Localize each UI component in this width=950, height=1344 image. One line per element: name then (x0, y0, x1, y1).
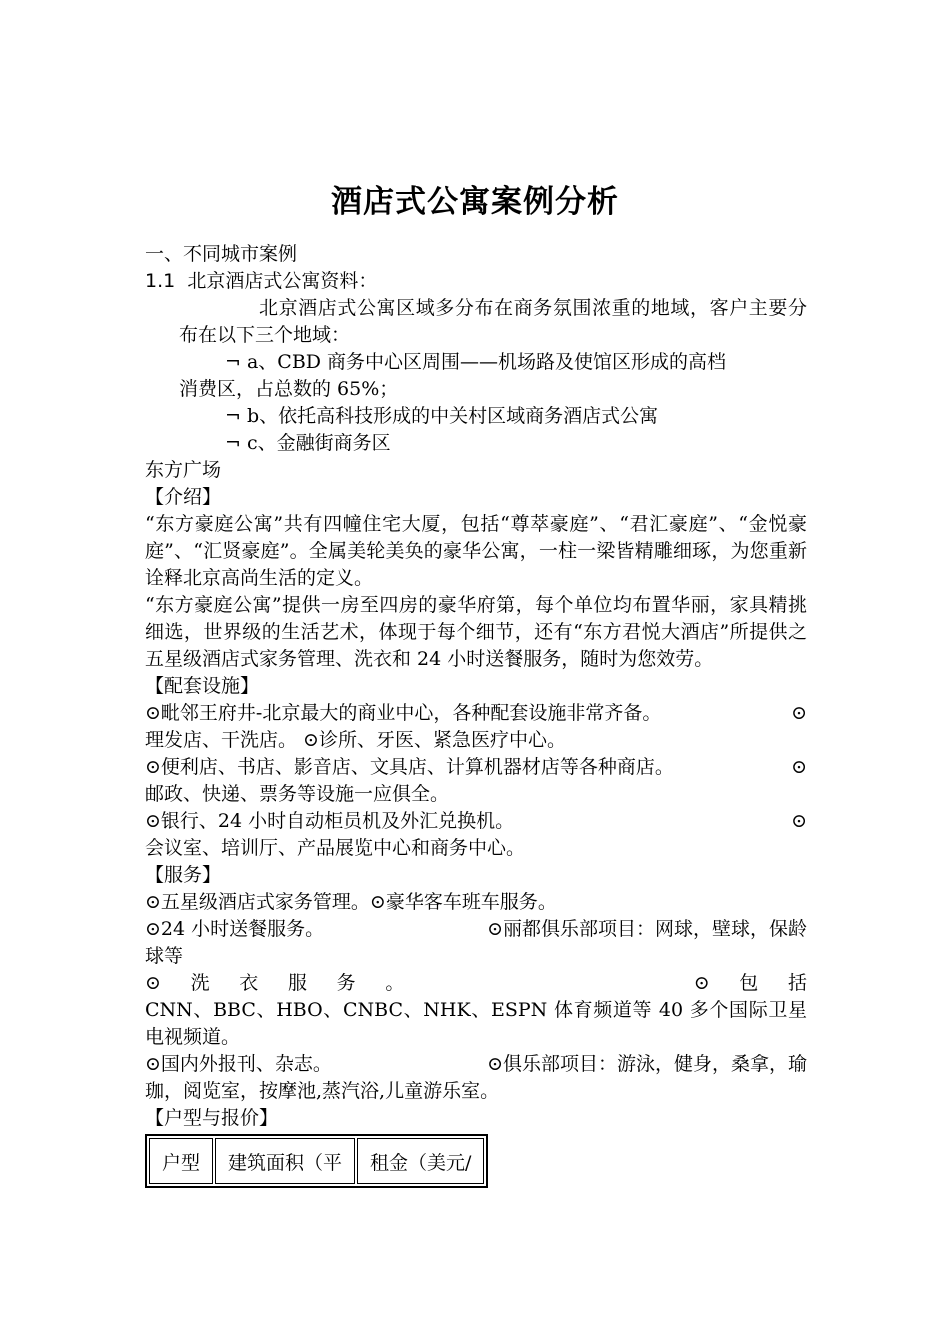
heading-facilities: 【配套设施】 (145, 675, 260, 697)
facility-item: 理发店、干洗店。 ⊙诊所、牙医、紧急医疗中心。 (145, 729, 566, 751)
service-item: ⊙五星级酒店式家务管理。⊙豪华客车班车服务。 (145, 891, 557, 913)
section-heading: 一、不同城市案例 (145, 243, 298, 265)
subsection-title: 北京酒店式公寓资料： (187, 270, 378, 292)
intro-paragraph: 北京酒店式公寓区域多分布在商务氛围浓重的地域，客户主要分布在以下三个地域： (179, 297, 807, 346)
facility-item: ⊙ (791, 810, 807, 832)
service-char: 洗 (190, 972, 210, 994)
table-header-cell: 租金（美元/ (357, 1138, 484, 1184)
table-header-cell: 户型 (149, 1138, 213, 1184)
service-char: 包 (739, 972, 759, 994)
service-char: 。 (385, 972, 405, 994)
service-row-3 (145, 970, 807, 997)
facility-item: ⊙ (791, 756, 807, 778)
price-table (145, 1134, 488, 1188)
bullet-b: ¬ b、依托高科技形成的中关村区域商务酒店式公寓 (225, 405, 659, 427)
facility-row-2 (145, 754, 807, 781)
page-title: 酒店式公寓案例分析 (331, 184, 619, 220)
service-char: 服 (287, 972, 307, 994)
service-char: ⊙ (145, 972, 161, 994)
intro-paragraph-1: “东方豪庭公寓”共有四幢住宅大厦，包括“尊萃豪庭”、“君汇豪庭”、“金悦豪庭”、“汇贤豪庭”。全属美轮美奂的豪华公寓，一柱一梁皆精雕细琢，为您重新诠释北京高尚生活的定义。 (145, 513, 807, 589)
facility-item: ⊙毗邻王府井-北京最大的商业中心，各种配套设施非常齐备。 (145, 702, 662, 724)
service-char: ⊙ (693, 972, 710, 994)
service-item: ⊙24 小时送餐服务。 (145, 918, 325, 940)
service-char: 务 (336, 972, 356, 994)
service-row-2 (145, 916, 807, 943)
service-item: 球等 (145, 945, 184, 967)
table-header-row (149, 1138, 484, 1184)
subsection-heading (145, 268, 807, 295)
heading-service: 【服务】 (145, 864, 222, 886)
facility-row-1 (145, 700, 807, 727)
facility-item: ⊙银行、24 小时自动柜员机及外汇兑换机。 (145, 810, 515, 832)
facility-item: 会议室、培训厅、产品展览中心和商务中心。 (145, 837, 526, 859)
place-name: 东方广场 (145, 459, 222, 481)
intro-paragraph-2: “东方豪庭公寓”提供一房至四房的豪华府第，每个单位均布置华丽，家具精挑细选，世界级的生活艺术，体现于每个细节，还有“东方君悦大酒店”所提供之五星级酒店式家务管理、洗衣和 24 小时送餐服务，随时为您效劳。 (145, 594, 807, 670)
facility-item: 邮政、快递、票务等设施一应俱全。 (145, 783, 450, 805)
service-row-4 (145, 1051, 807, 1078)
service-item: ⊙俱乐部项目：游泳，健身，桑拿，瑜 (487, 1053, 807, 1075)
bullet-a-line1: ¬ a、CBD 商务中心区周围——机场路及使馆区形成的高档 (225, 351, 727, 373)
heading-price: 【户型与报价】 (145, 1107, 279, 1129)
facility-row-3 (145, 808, 807, 835)
facility-item: ⊙ (791, 702, 807, 724)
service-char: 衣 (239, 972, 259, 994)
document-body (145, 241, 807, 1188)
service-item: 珈，阅览室，按摩池,蒸汽浴,儿童游乐室。 (145, 1080, 500, 1102)
service-item: CNN、BBC、HBO、CNBC、NHK、ESPN 体育频道等 40 多个国际卫星电视频道。 (145, 999, 807, 1048)
service-char: 括 (787, 972, 807, 994)
service-item: ⊙丽都俱乐部项目：网球，壁球，保龄 (487, 918, 807, 940)
subsection-number: 1.1 (145, 270, 176, 292)
service-item: ⊙国内外报刊、杂志。 (145, 1053, 332, 1075)
table-header-cell: 建筑面积（平 (215, 1138, 355, 1184)
facility-item: ⊙便利店、书店、影音店、文具店、计算机器材店等各种商店。 (145, 756, 674, 778)
bullet-c: ¬ c、金融街商务区 (225, 432, 391, 454)
heading-intro: 【介绍】 (145, 486, 222, 508)
bullet-a-line2: 消费区，占总数的 65%； (179, 378, 399, 400)
